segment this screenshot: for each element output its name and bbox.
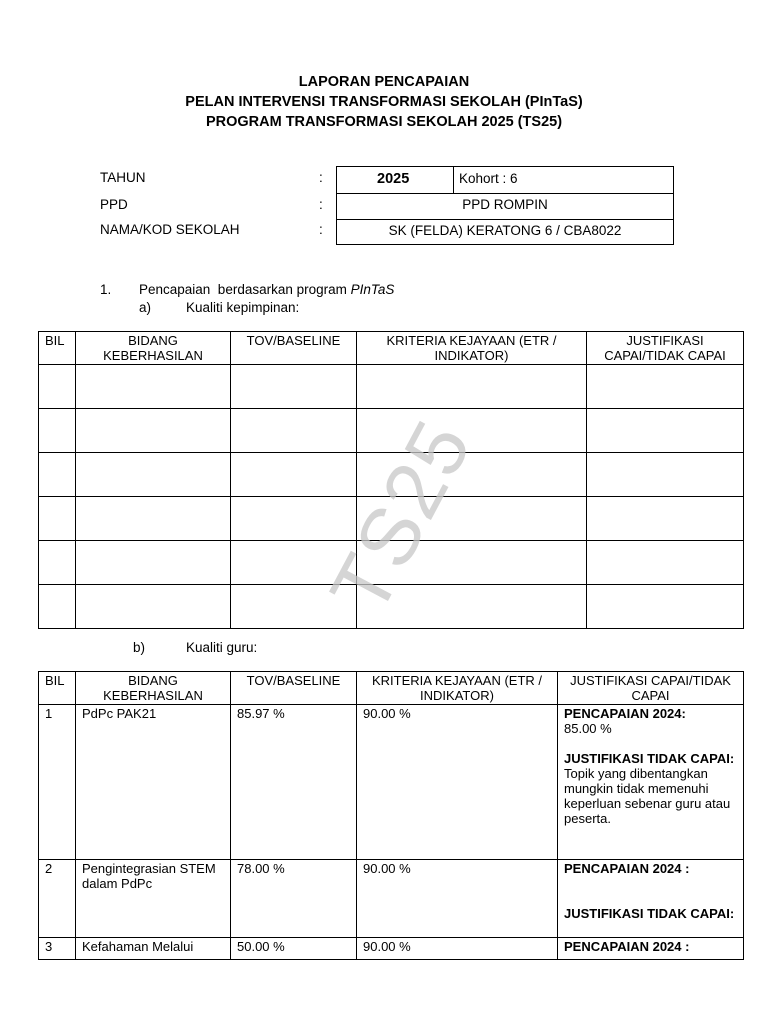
tov-cell: 50.00 % — [231, 938, 357, 960]
info-divider — [337, 193, 673, 194]
table-cell[interactable] — [587, 365, 744, 409]
col-header-bil: BIL — [39, 672, 76, 705]
section-program-name: PInTaS — [350, 282, 395, 297]
pencapaian-value: 85.00 % — [564, 721, 612, 736]
table-cell[interactable] — [587, 453, 744, 497]
kohort-label: Kohort : — [459, 171, 507, 186]
col-header-justifikasi: JUSTIFIKASI CAPAI/TIDAK CAPAI — [558, 672, 744, 705]
bil-cell: 1 — [39, 705, 76, 860]
info-box — [336, 166, 674, 245]
col-header-tov: TOV/BASELINE — [231, 672, 357, 705]
tahun-value: 2025 — [377, 171, 410, 187]
table-cell[interactable] — [39, 453, 76, 497]
justifikasi-block — [564, 751, 737, 826]
col-header-kriteria: KRITERIA KEJAYAAN (ETR / INDIKATOR) — [357, 672, 558, 705]
sub-b-letter: b) — [133, 640, 146, 655]
tov-cell: 85.97 % — [231, 705, 357, 860]
table-cell[interactable] — [39, 497, 76, 541]
col-header-kriteria: KRITERIA KEJAYAAN (ETR / INDIKATOR) — [357, 332, 587, 365]
ppd-colon: : — [319, 197, 323, 212]
kriteria-cell: 90.00 % — [357, 938, 558, 960]
section-heading-text: Pencapaian berdasarkan program — [139, 282, 351, 297]
col-header-bidang: BIDANG KEBERHASILAN — [76, 332, 231, 365]
tov-cell: 78.00 % — [231, 860, 357, 938]
table-cell[interactable] — [76, 497, 231, 541]
table-cell[interactable] — [76, 585, 231, 629]
table-cell[interactable] — [231, 497, 357, 541]
table-cell[interactable] — [76, 453, 231, 497]
table-row — [39, 365, 744, 409]
table-cell[interactable] — [587, 497, 744, 541]
table-header-row — [39, 332, 744, 365]
col-header-bidang: BIDANG KEBERHASILAN — [76, 672, 231, 705]
bidang-cell: Pengintegrasian STEM dalam PdPc — [76, 860, 231, 938]
table-cell[interactable] — [39, 541, 76, 585]
ppd-label: PPD — [100, 197, 128, 212]
table-row — [39, 705, 744, 860]
kriteria-cell: 90.00 % — [357, 705, 558, 860]
tahun-label: TAHUN — [100, 170, 146, 185]
nama-sekolah-label: NAMA/KOD SEKOLAH — [100, 222, 240, 237]
kriteria-cell: 90.00 % — [357, 860, 558, 938]
section-number: 1. — [100, 282, 112, 297]
table-row — [39, 938, 744, 960]
col-header-justifikasi: JUSTIFIKASI CAPAI/TIDAK CAPAI — [587, 332, 744, 365]
report-title: LAPORAN PENCAPAIAN — [298, 74, 470, 90]
kohort-value: 6 — [510, 171, 518, 186]
table-cell[interactable] — [231, 453, 357, 497]
col-header-tov: TOV/BASELINE — [231, 332, 357, 365]
nama-sekolah-value: SK (FELDA) KERATONG 6 / CBA8022 — [388, 223, 622, 238]
table-cell[interactable] — [76, 409, 231, 453]
justifikasi-label: JUSTIFIKASI TIDAK CAPAI: — [564, 751, 735, 766]
sub-a-text: Kualiti kepimpinan: — [186, 300, 300, 315]
table-cell[interactable] — [231, 365, 357, 409]
justifikasi-cell — [558, 938, 744, 960]
bil-cell: 3 — [39, 938, 76, 960]
nama-sekolah-colon: : — [319, 222, 323, 237]
table-cell[interactable] — [587, 541, 744, 585]
ts25-watermark: TS25 — [313, 405, 490, 629]
tahun-colon: : — [319, 170, 323, 185]
report-subtitle: PELAN INTERVENSI TRANSFORMASI SEKOLAH (PInTaS) — [185, 94, 583, 110]
table-cell[interactable] — [39, 409, 76, 453]
table-cell[interactable] — [76, 365, 231, 409]
report-program: PROGRAM TRANSFORMASI SEKOLAH 2025 (TS25) — [205, 114, 563, 130]
pencapaian-label: PENCAPAIAN 2024 : — [564, 939, 690, 954]
bil-cell: 2 — [39, 860, 76, 938]
table-row — [39, 860, 744, 938]
table-cell[interactable] — [76, 541, 231, 585]
bidang-cell: PdPc PAK21 — [76, 705, 231, 860]
justifikasi-label: JUSTIFIKASI TIDAK CAPAI: — [564, 906, 735, 921]
table-cell[interactable] — [39, 365, 76, 409]
table-cell[interactable] — [231, 409, 357, 453]
kohort-field — [459, 171, 518, 186]
col-header-bil: BIL — [39, 332, 76, 365]
table-header-row — [39, 672, 744, 705]
table-cell[interactable] — [587, 585, 744, 629]
sub-a-letter: a) — [139, 300, 152, 315]
table-cell[interactable] — [587, 409, 744, 453]
justifikasi-cell — [558, 860, 744, 938]
info-divider-vertical — [453, 167, 454, 193]
table-cell[interactable] — [357, 365, 587, 409]
sub-b-text: Kualiti guru: — [186, 640, 258, 655]
pencapaian-label: PENCAPAIAN 2024 : — [564, 861, 690, 876]
pencapaian-label: PENCAPAIAN 2024: — [564, 706, 686, 721]
table-cell[interactable] — [39, 585, 76, 629]
section-heading — [139, 282, 394, 297]
justifikasi-cell — [558, 705, 744, 860]
bidang-cell: Kefahaman Melalui — [76, 938, 231, 960]
ppd-value: PPD ROMPIN — [462, 197, 548, 212]
guru-table — [38, 671, 744, 960]
info-divider — [337, 219, 673, 220]
justifikasi-text: Topik yang dibentangkan mungkin tidak memenuhi keperluan sebenar guru atau peserta. — [564, 766, 731, 826]
